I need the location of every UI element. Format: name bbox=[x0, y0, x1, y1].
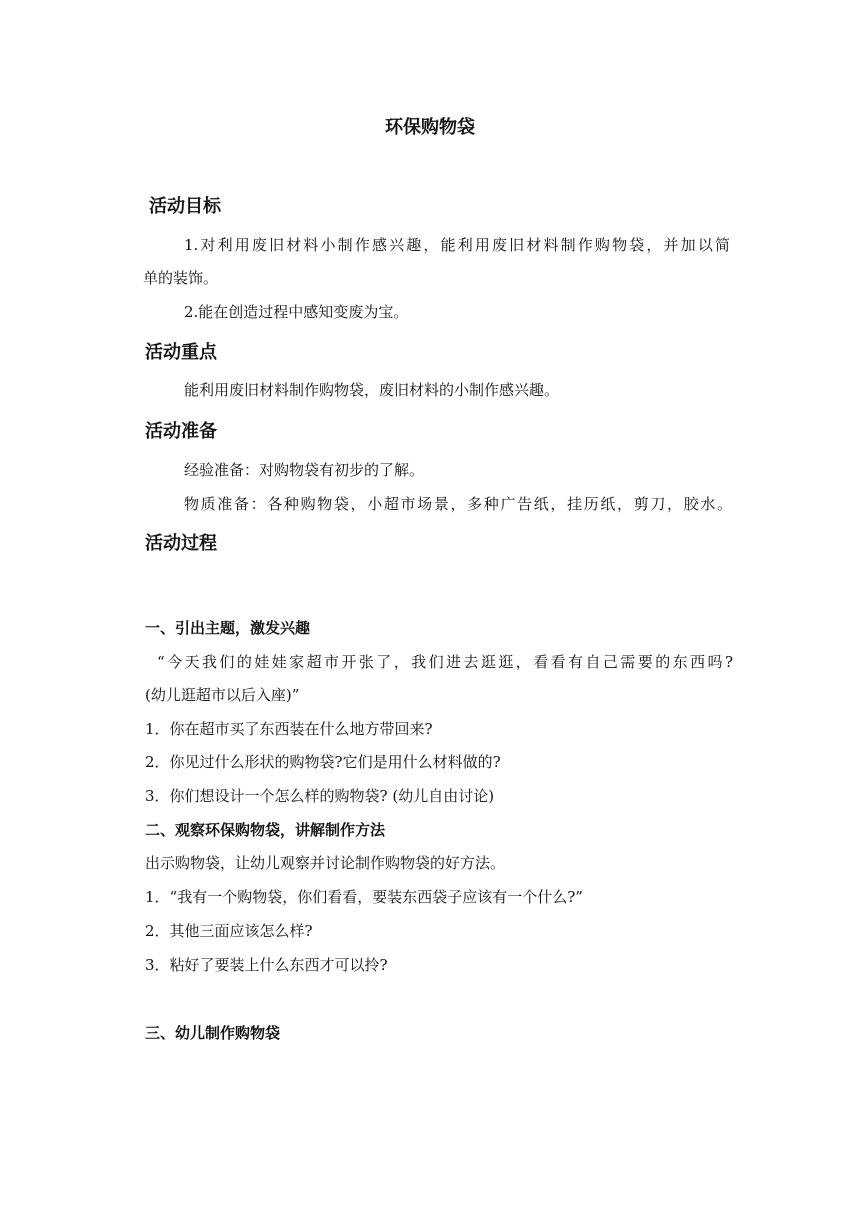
section-heading-preparation: 活动准备 bbox=[145, 421, 217, 442]
goals-line-1: 1.对利用废旧材料小制作感兴趣，能利用废旧材料制作购物袋，并加以简 bbox=[184, 236, 730, 254]
process-part2-line-1: 出示购物袋，让幼儿观察并讨论制作购物袋的好方法。 bbox=[145, 854, 506, 872]
process-part2-line-2: 1．“我有一个购物袋，你们看看，要装东西袋子应该有一个什么?” bbox=[145, 888, 583, 906]
process-part1-heading: 一、引出主题，激发兴趣 bbox=[145, 619, 311, 637]
goals-line-2: 单的装饰。 bbox=[143, 269, 219, 287]
section-heading-key-points: 活动重点 bbox=[145, 342, 217, 363]
process-part1-line-5: 3．你们想设计一个怎么样的购物袋? (幼儿自由讨论) bbox=[145, 787, 495, 805]
preparation-line-2: 物质准备：各种购物袋，小超市场景，多种广告纸，挂历纸，剪刀，胶水。 bbox=[184, 495, 732, 513]
goals-line-3: 2.能在创造过程中感知变废为宝。 bbox=[184, 303, 409, 321]
process-part1-line-4: 2．你见过什么形状的购物袋?它们是用什么材料做的? bbox=[145, 753, 501, 771]
process-part2-line-4: 3．粘好了要装上什么东西才可以拎? bbox=[145, 956, 388, 974]
process-part2-line-3: 2．其他三面应该怎么样? bbox=[145, 922, 313, 940]
process-part1-line-1: “今天我们的娃娃家超市开张了，我们进去逛逛，看看有自己需要的东西吗? bbox=[157, 653, 733, 671]
key-points-line-1: 能利用废旧材料制作购物袋，废旧材料的小制作感兴趣。 bbox=[184, 381, 560, 399]
preparation-line-1: 经验准备：对购物袋有初步的了解。 bbox=[184, 461, 425, 479]
section-heading-goals: 活动目标 bbox=[149, 196, 221, 217]
process-part1-line-3: 1．你在超市买了东西装在什么地方带回来? bbox=[145, 720, 433, 738]
process-part3-heading: 三、幼儿制作购物袋 bbox=[145, 1024, 281, 1042]
process-part2-heading: 二、观察环保购物袋，讲解制作方法 bbox=[145, 821, 386, 839]
section-heading-process: 活动过程 bbox=[145, 533, 217, 554]
document-title: 环保购物袋 bbox=[385, 117, 475, 138]
process-part1-line-2: (幼儿逛超市以后入座)” bbox=[145, 686, 300, 704]
